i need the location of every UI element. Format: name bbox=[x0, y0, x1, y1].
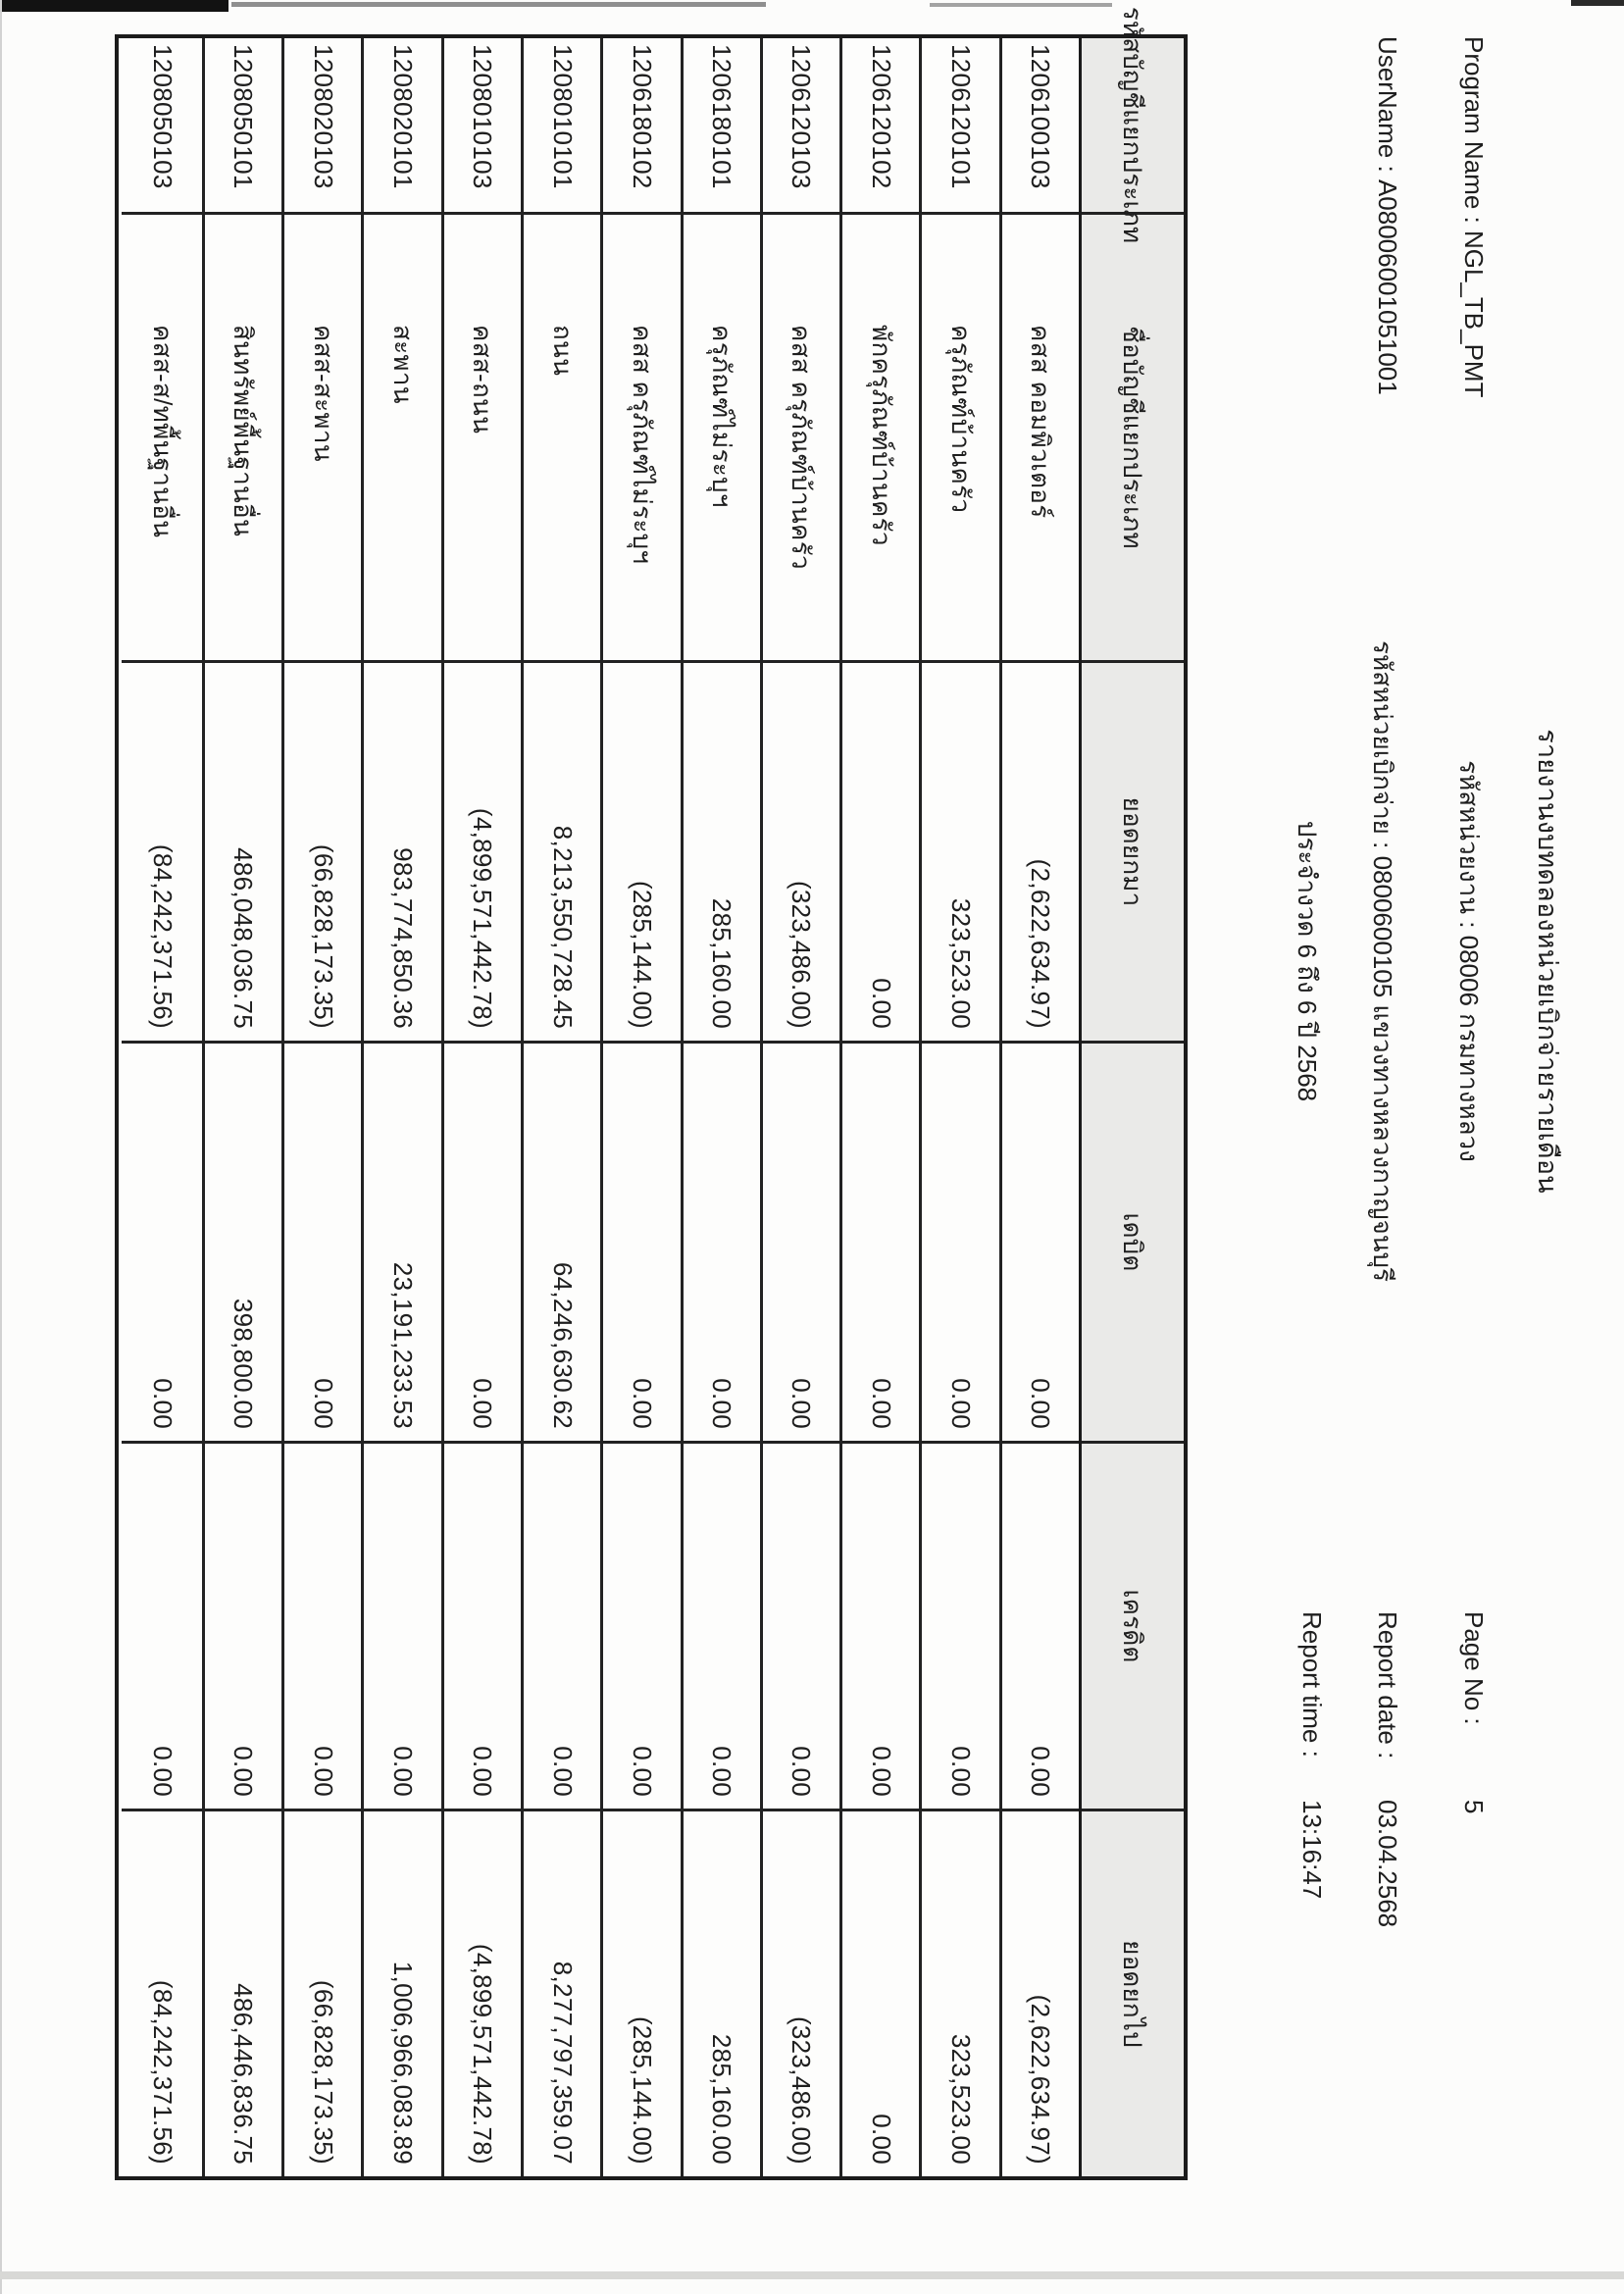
period-line: ประจำงวด 6 ถึง 6 ปี 2568 bbox=[1293, 820, 1322, 1102]
cell-account-code: 1208050103 bbox=[122, 38, 201, 215]
cell-debit: 398,800.00 bbox=[205, 1044, 281, 1444]
cell-debit: 0.00 bbox=[122, 1044, 201, 1444]
cell-opening-balance: 0.00 bbox=[842, 663, 919, 1044]
cell-account-code: 1208010103 bbox=[444, 38, 521, 215]
report-time-line bbox=[1296, 1611, 1327, 1899]
cell-opening-balance: (285,144.00) bbox=[603, 663, 680, 1044]
cell-debit: 0.00 bbox=[444, 1044, 521, 1444]
cell-account-code: 1208020101 bbox=[364, 38, 440, 215]
cell-credit: 0.00 bbox=[763, 1444, 839, 1811]
cell-opening-balance: 486,048,036.75 bbox=[205, 663, 281, 1044]
cell-account-code: 1206120101 bbox=[922, 38, 998, 215]
cell-account-name: คสส คอมพิวเตอร์ bbox=[1002, 215, 1079, 663]
cell-debit: 64,246,630.62 bbox=[524, 1044, 600, 1444]
table-row bbox=[122, 38, 201, 2176]
page-number-value: 5 bbox=[1459, 1800, 1489, 1814]
trial-balance-table bbox=[115, 6, 1188, 2180]
username-line bbox=[1372, 36, 1402, 395]
cell-credit: 0.00 bbox=[842, 1444, 919, 1811]
cell-debit: 0.00 bbox=[842, 1044, 919, 1444]
table-row bbox=[441, 38, 521, 2176]
program-name-label: Program Name : bbox=[1459, 36, 1489, 224]
report-time-label: Report time : bbox=[1297, 1611, 1327, 1758]
cell-account-code: 1206180102 bbox=[603, 38, 680, 215]
cell-closing-balance: 285,160.00 bbox=[707, 2033, 737, 2165]
cell-closing-balance: (323,486.00) bbox=[787, 2015, 817, 2165]
cell-account-code: 1206100103 bbox=[1002, 38, 1079, 215]
cell-opening-balance: 323,523.00 bbox=[922, 663, 998, 1044]
header-closing-balance: ยอดยกไป bbox=[1118, 1940, 1148, 2048]
cell-debit: 0.00 bbox=[284, 1044, 361, 1444]
page-number-line bbox=[1458, 1611, 1489, 1813]
agency-line: รหัสหน่วยงาน : 08006 กรมทางหลวง bbox=[1454, 760, 1484, 1162]
cell-opening-balance: (84,242,371.56) bbox=[122, 663, 201, 1044]
cell-debit: 0.00 bbox=[684, 1044, 760, 1444]
cell-closing-balance: (4,899,571,442.78) bbox=[468, 1943, 498, 2165]
cell-debit: 0.00 bbox=[763, 1044, 839, 1444]
cell-credit: 0.00 bbox=[603, 1444, 680, 1811]
report-date-line bbox=[1372, 1611, 1402, 1927]
cell-account-name: คสส-ส/ทพื้นฐานอื่น bbox=[122, 215, 201, 663]
table-row bbox=[999, 38, 1079, 2176]
cell-debit: 0.00 bbox=[1002, 1044, 1079, 1444]
table-row bbox=[919, 38, 998, 2176]
cell-credit: 0.00 bbox=[684, 1444, 760, 1811]
cell-credit: 0.00 bbox=[205, 1444, 281, 1811]
cell-credit: 0.00 bbox=[922, 1444, 998, 1811]
cell-opening-balance: (66,828,173.35) bbox=[284, 663, 361, 1044]
cell-credit: 0.00 bbox=[1002, 1444, 1079, 1811]
cell-credit: 0.00 bbox=[444, 1444, 521, 1811]
table-row bbox=[839, 38, 919, 2176]
table-row bbox=[361, 38, 440, 2176]
cell-account-name: ครุภัณฑ์บ้านครัว bbox=[922, 215, 998, 663]
cell-account-code: 1206120102 bbox=[842, 38, 919, 215]
cell-account-name: คสส ครุภัณฑ์บ้านครัว bbox=[763, 215, 839, 663]
header-account-name: ชื่อบัญชีแยกประเภท bbox=[1082, 215, 1184, 663]
header-credit: เครดิต bbox=[1082, 1444, 1184, 1811]
table-row bbox=[760, 38, 839, 2176]
header-account-code: รหัสบัญชีแยกประเภท bbox=[1082, 38, 1184, 215]
cell-opening-balance: 8,213,550,728.45 bbox=[524, 663, 600, 1044]
cell-account-name: สินทรัพย์พื้นฐานอื่น bbox=[205, 215, 281, 663]
cell-debit: 23,191,233.53 bbox=[364, 1044, 440, 1444]
cell-opening-balance: (323,486.00) bbox=[763, 663, 839, 1044]
cell-closing-balance: 1,006,966,083.89 bbox=[387, 1961, 418, 2165]
cell-account-name: คสส-สะพาน bbox=[284, 215, 361, 663]
cell-closing-balance: 8,277,797,359.07 bbox=[547, 1961, 578, 2165]
cell-account-code: 1206180101 bbox=[684, 38, 760, 215]
table-row bbox=[681, 38, 760, 2176]
cell-debit: 0.00 bbox=[922, 1044, 998, 1444]
program-name-line bbox=[1458, 36, 1489, 397]
cell-credit: 0.00 bbox=[524, 1444, 600, 1811]
header-debit: เดบิต bbox=[1082, 1044, 1184, 1444]
cell-account-code: 1208050101 bbox=[205, 38, 281, 215]
report-date-label: Report date : bbox=[1373, 1611, 1402, 1759]
cell-opening-balance: 983,774,850.36 bbox=[364, 663, 440, 1044]
cell-account-code: 1206120103 bbox=[763, 38, 839, 215]
table-row bbox=[600, 38, 680, 2176]
disbursing-unit-line: รหัสหน่วยเบิกจ่าย : 0800600105 แขวงทางหลวงกาญจนบุรี bbox=[1368, 639, 1397, 1283]
cell-opening-balance: (2,622,634.97) bbox=[1002, 663, 1079, 1044]
table-row bbox=[281, 38, 361, 2176]
cell-closing-balance: (84,242,371.56) bbox=[147, 1979, 178, 2165]
page-number-label: Page No : bbox=[1459, 1611, 1489, 1725]
cell-account-code: 1208010101 bbox=[524, 38, 600, 215]
cell-opening-balance: 285,160.00 bbox=[684, 663, 760, 1044]
cell-closing-balance: 0.00 bbox=[866, 2114, 896, 2165]
cell-account-code: 1208020103 bbox=[284, 38, 361, 215]
cell-account-name: คสส-ถนน bbox=[444, 215, 521, 663]
cell-account-name: ครุภัณฑ์ไม่ระบุฯ bbox=[684, 215, 760, 663]
cell-closing-balance: (2,622,634.97) bbox=[1026, 1994, 1056, 2165]
header-opening-balance: ยอดยกมา bbox=[1082, 663, 1184, 1044]
cell-closing-balance: 323,523.00 bbox=[946, 2033, 977, 2165]
cell-account-name: คสส ครุภัณฑ์ไม่ระบุฯ bbox=[603, 215, 680, 663]
cell-opening-balance: (4,899,571,442.78) bbox=[444, 663, 521, 1044]
report-date-value: 03.04.2568 bbox=[1373, 1800, 1402, 1928]
cell-closing-balance: 486,446,836.75 bbox=[228, 1983, 259, 2165]
username-label: UserName : bbox=[1373, 36, 1402, 173]
cell-credit: 0.00 bbox=[122, 1444, 201, 1811]
table-row bbox=[202, 38, 281, 2176]
program-name-value: NGL_TB_PMT bbox=[1459, 229, 1489, 398]
cell-closing-balance: (285,144.00) bbox=[627, 2015, 657, 2165]
cell-credit: 0.00 bbox=[284, 1444, 361, 1811]
table-header-row bbox=[1079, 6, 1184, 2176]
cell-account-name: พักครุภัณฑ์บ้านครัว bbox=[842, 215, 919, 663]
report-title: รายงานงบทดลองหน่วยเบิกจ่ายรายเดือน bbox=[1533, 729, 1562, 1194]
cell-debit: 0.00 bbox=[603, 1044, 680, 1444]
cell-account-name: สะพาน bbox=[364, 215, 440, 663]
cell-credit: 0.00 bbox=[364, 1444, 440, 1811]
cell-closing-balance: (66,828,173.35) bbox=[308, 1979, 338, 2165]
cell-account-name: ถนน bbox=[524, 215, 600, 663]
report-time-value: 13:16:47 bbox=[1297, 1800, 1327, 1900]
table-row bbox=[521, 38, 600, 2176]
username-value: A08006001051001 bbox=[1373, 178, 1402, 395]
